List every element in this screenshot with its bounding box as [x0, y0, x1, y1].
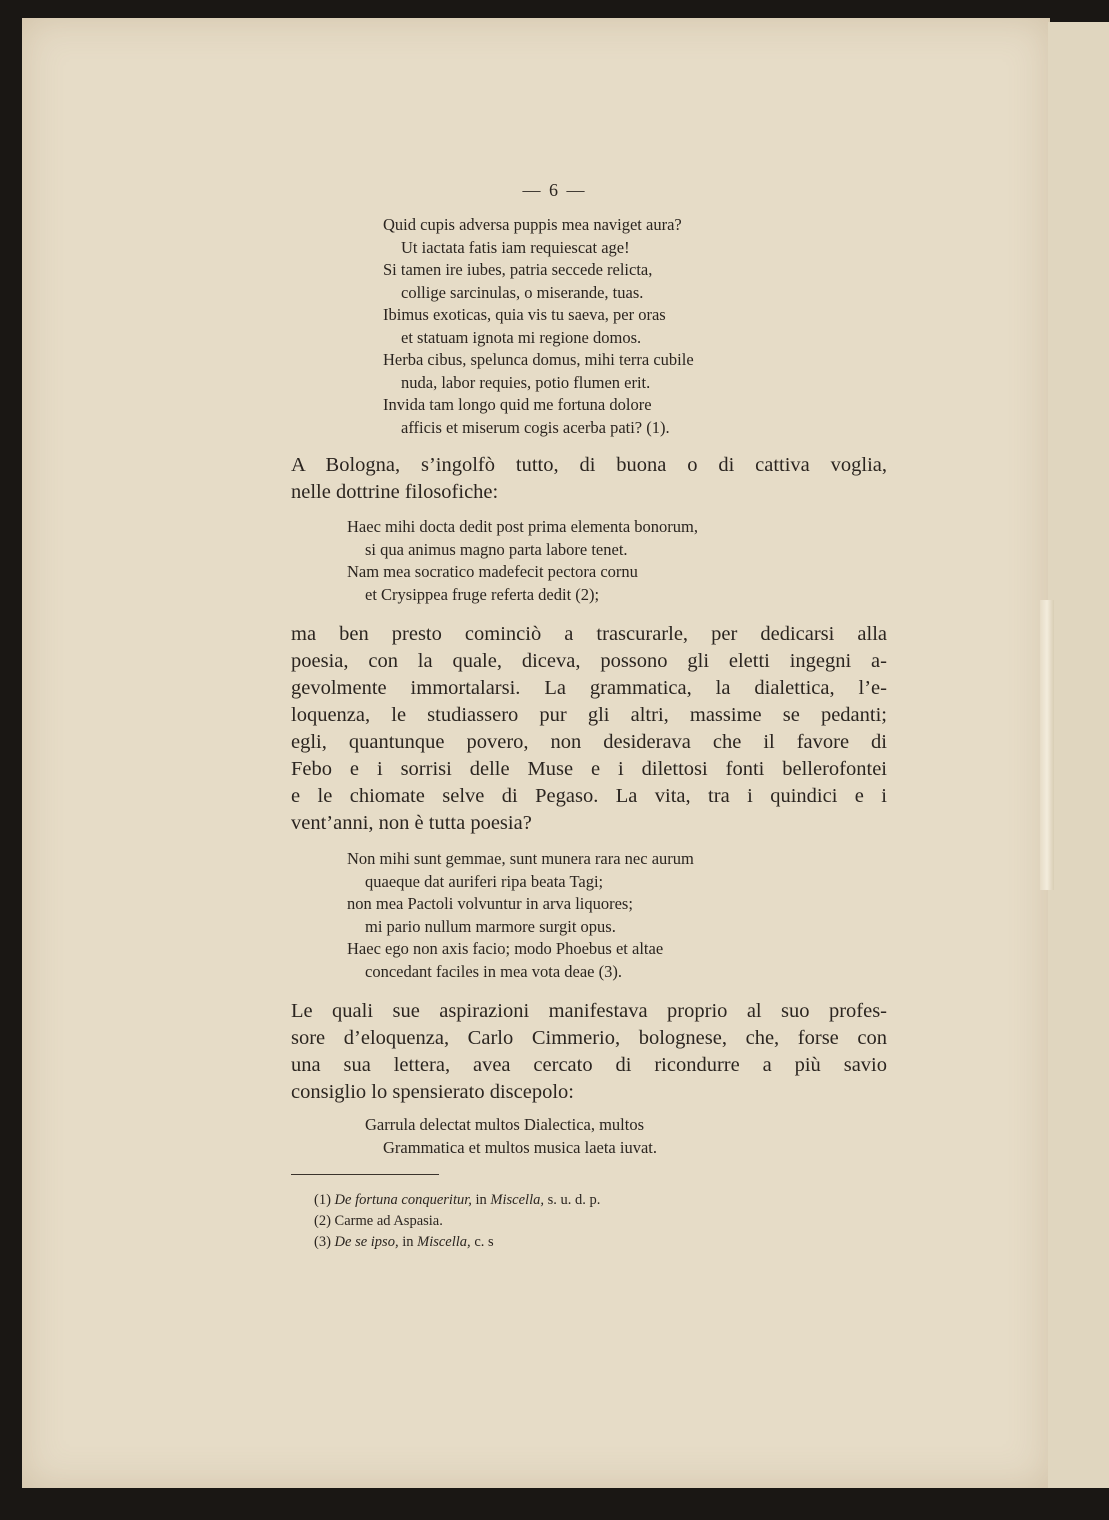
prose-line: Le quali sue aspirazioni manifestava proprio al suo profes- — [291, 1000, 887, 1022]
footnote-number: (1) — [314, 1192, 331, 1208]
prose-line: poesia, con la quale, diceva, possono gli eletti ingegni a- — [291, 650, 887, 672]
prose-line: vent’anni, non è tutta poesia? — [291, 812, 532, 834]
footnote-2 — [314, 1211, 600, 1232]
verse-line: Garrula delectat multos Dialectica, multos — [365, 1115, 645, 1134]
verse-line: Si tamen ire iubes, patria seccede relicta, — [383, 260, 653, 279]
footnote-text: Carme ad Aspasia. — [330, 1213, 443, 1229]
verse-block-1 — [383, 214, 694, 439]
verse-block-2 — [347, 516, 698, 606]
verse-line: Ut iactata fatis iam requiescat age! — [401, 237, 630, 257]
verse-block-4 — [365, 1114, 657, 1159]
prose-line: gevolmente immortalarsi. La grammatica, la dialettica, l’e- — [291, 677, 887, 699]
prose-line: ma ben presto cominciò a trascurarle, per dedicarsi alla — [291, 623, 887, 645]
footnote-1 — [314, 1190, 600, 1211]
page-number: — 6 — — [522, 180, 587, 200]
footnotes — [314, 1190, 600, 1253]
footnote-work: Miscella, — [417, 1234, 471, 1250]
footnote-number: (3) — [314, 1234, 331, 1250]
prose-line: e le chiomate selve di Pegaso. La vita, tra i quindici e i — [291, 785, 887, 807]
verse-line: quaeque dat auriferi ripa beata Tagi; — [365, 871, 604, 891]
prose-line: una sua lettera, avea cercato di ricondurre a più savio — [291, 1054, 887, 1076]
next-page-edge — [1048, 22, 1109, 1488]
footnote-rule — [291, 1174, 439, 1175]
verse-line: Nam mea socratico madefecit pectora cornu — [347, 562, 638, 581]
footnote-title: De fortuna conqueritur, — [334, 1192, 472, 1208]
prose-line: Febo e i sorrisi delle Muse e i dilettosi fonti bellerofontei — [291, 758, 887, 780]
verse-line: Non mihi sunt gemmae, sunt munera rara nec aurum — [347, 849, 694, 868]
footnote-title: De se ipso, — [334, 1234, 399, 1250]
verse-line: Herba cibus, spelunca domus, mihi terra cubile — [383, 350, 694, 369]
prose-line: A Bologna, s’ingolfò tutto, di buona o di cattiva voglia, — [291, 454, 887, 476]
verse-line: nuda, labor requies, potio flumen erit. — [401, 372, 651, 392]
verse-line: et Crysippea fruge referta dedit (2); — [365, 584, 600, 604]
verse-line: et statuam ignota mi regione domos. — [401, 327, 642, 347]
verse-block-3 — [347, 848, 694, 983]
verse-line: non mea Pactoli volvuntur in arva liquores; — [347, 894, 633, 913]
verse-line: si qua animus magno parta labore tenet. — [365, 539, 628, 559]
prose-line: nelle dottrine filosofiche: — [291, 481, 499, 503]
prose-line: egli, quantunque povero, non desiderava che il favore di — [291, 731, 887, 753]
prose-line: sore d’eloquenza, Carlo Cimmerio, bolognese, che, forse con — [291, 1027, 887, 1049]
verse-line: Grammatica et multos musica laeta iuvat. — [383, 1137, 657, 1157]
footnote-number: (2) — [314, 1213, 331, 1229]
prose-line: consiglio lo spensierato discepolo: — [291, 1081, 574, 1103]
verse-line: afficis et miserum cogis acerba pati? (1). — [401, 417, 670, 437]
paragraph-2 — [291, 621, 887, 837]
verse-line: Quid cupis adversa puppis mea naviget aura? — [383, 215, 682, 234]
page-fold — [1040, 600, 1054, 890]
verse-line: Haec mihi docta dedit post prima elementa bonorum, — [347, 517, 698, 536]
verse-line: Haec ego non axis facio; modo Phoebus et altae — [347, 939, 664, 958]
footnote-text: s. u. d. p. — [543, 1192, 601, 1208]
paragraph-3 — [291, 998, 887, 1106]
footnote-3 — [314, 1232, 600, 1253]
verse-line: mi pario nullum marmore surgit opus. — [365, 916, 616, 936]
verse-line: Invida tam longo quid me fortuna dolore — [383, 395, 652, 414]
footnote-text: in — [398, 1234, 418, 1250]
footnote-work: Miscella, — [490, 1192, 544, 1208]
footnote-text: in — [471, 1192, 491, 1208]
paragraph-1 — [291, 452, 887, 506]
footnote-text: c. s — [470, 1234, 494, 1250]
verse-line: Ibimus exoticas, quia vis tu saeva, per oras — [383, 305, 666, 324]
verse-line: concedant faciles in mea vota deae (3). — [365, 961, 622, 981]
prose-line: loquenza, le studiassero pur gli altri, massime se pedanti; — [291, 704, 887, 726]
verse-line: collige sarcinulas, o miserande, tuas. — [401, 282, 644, 302]
